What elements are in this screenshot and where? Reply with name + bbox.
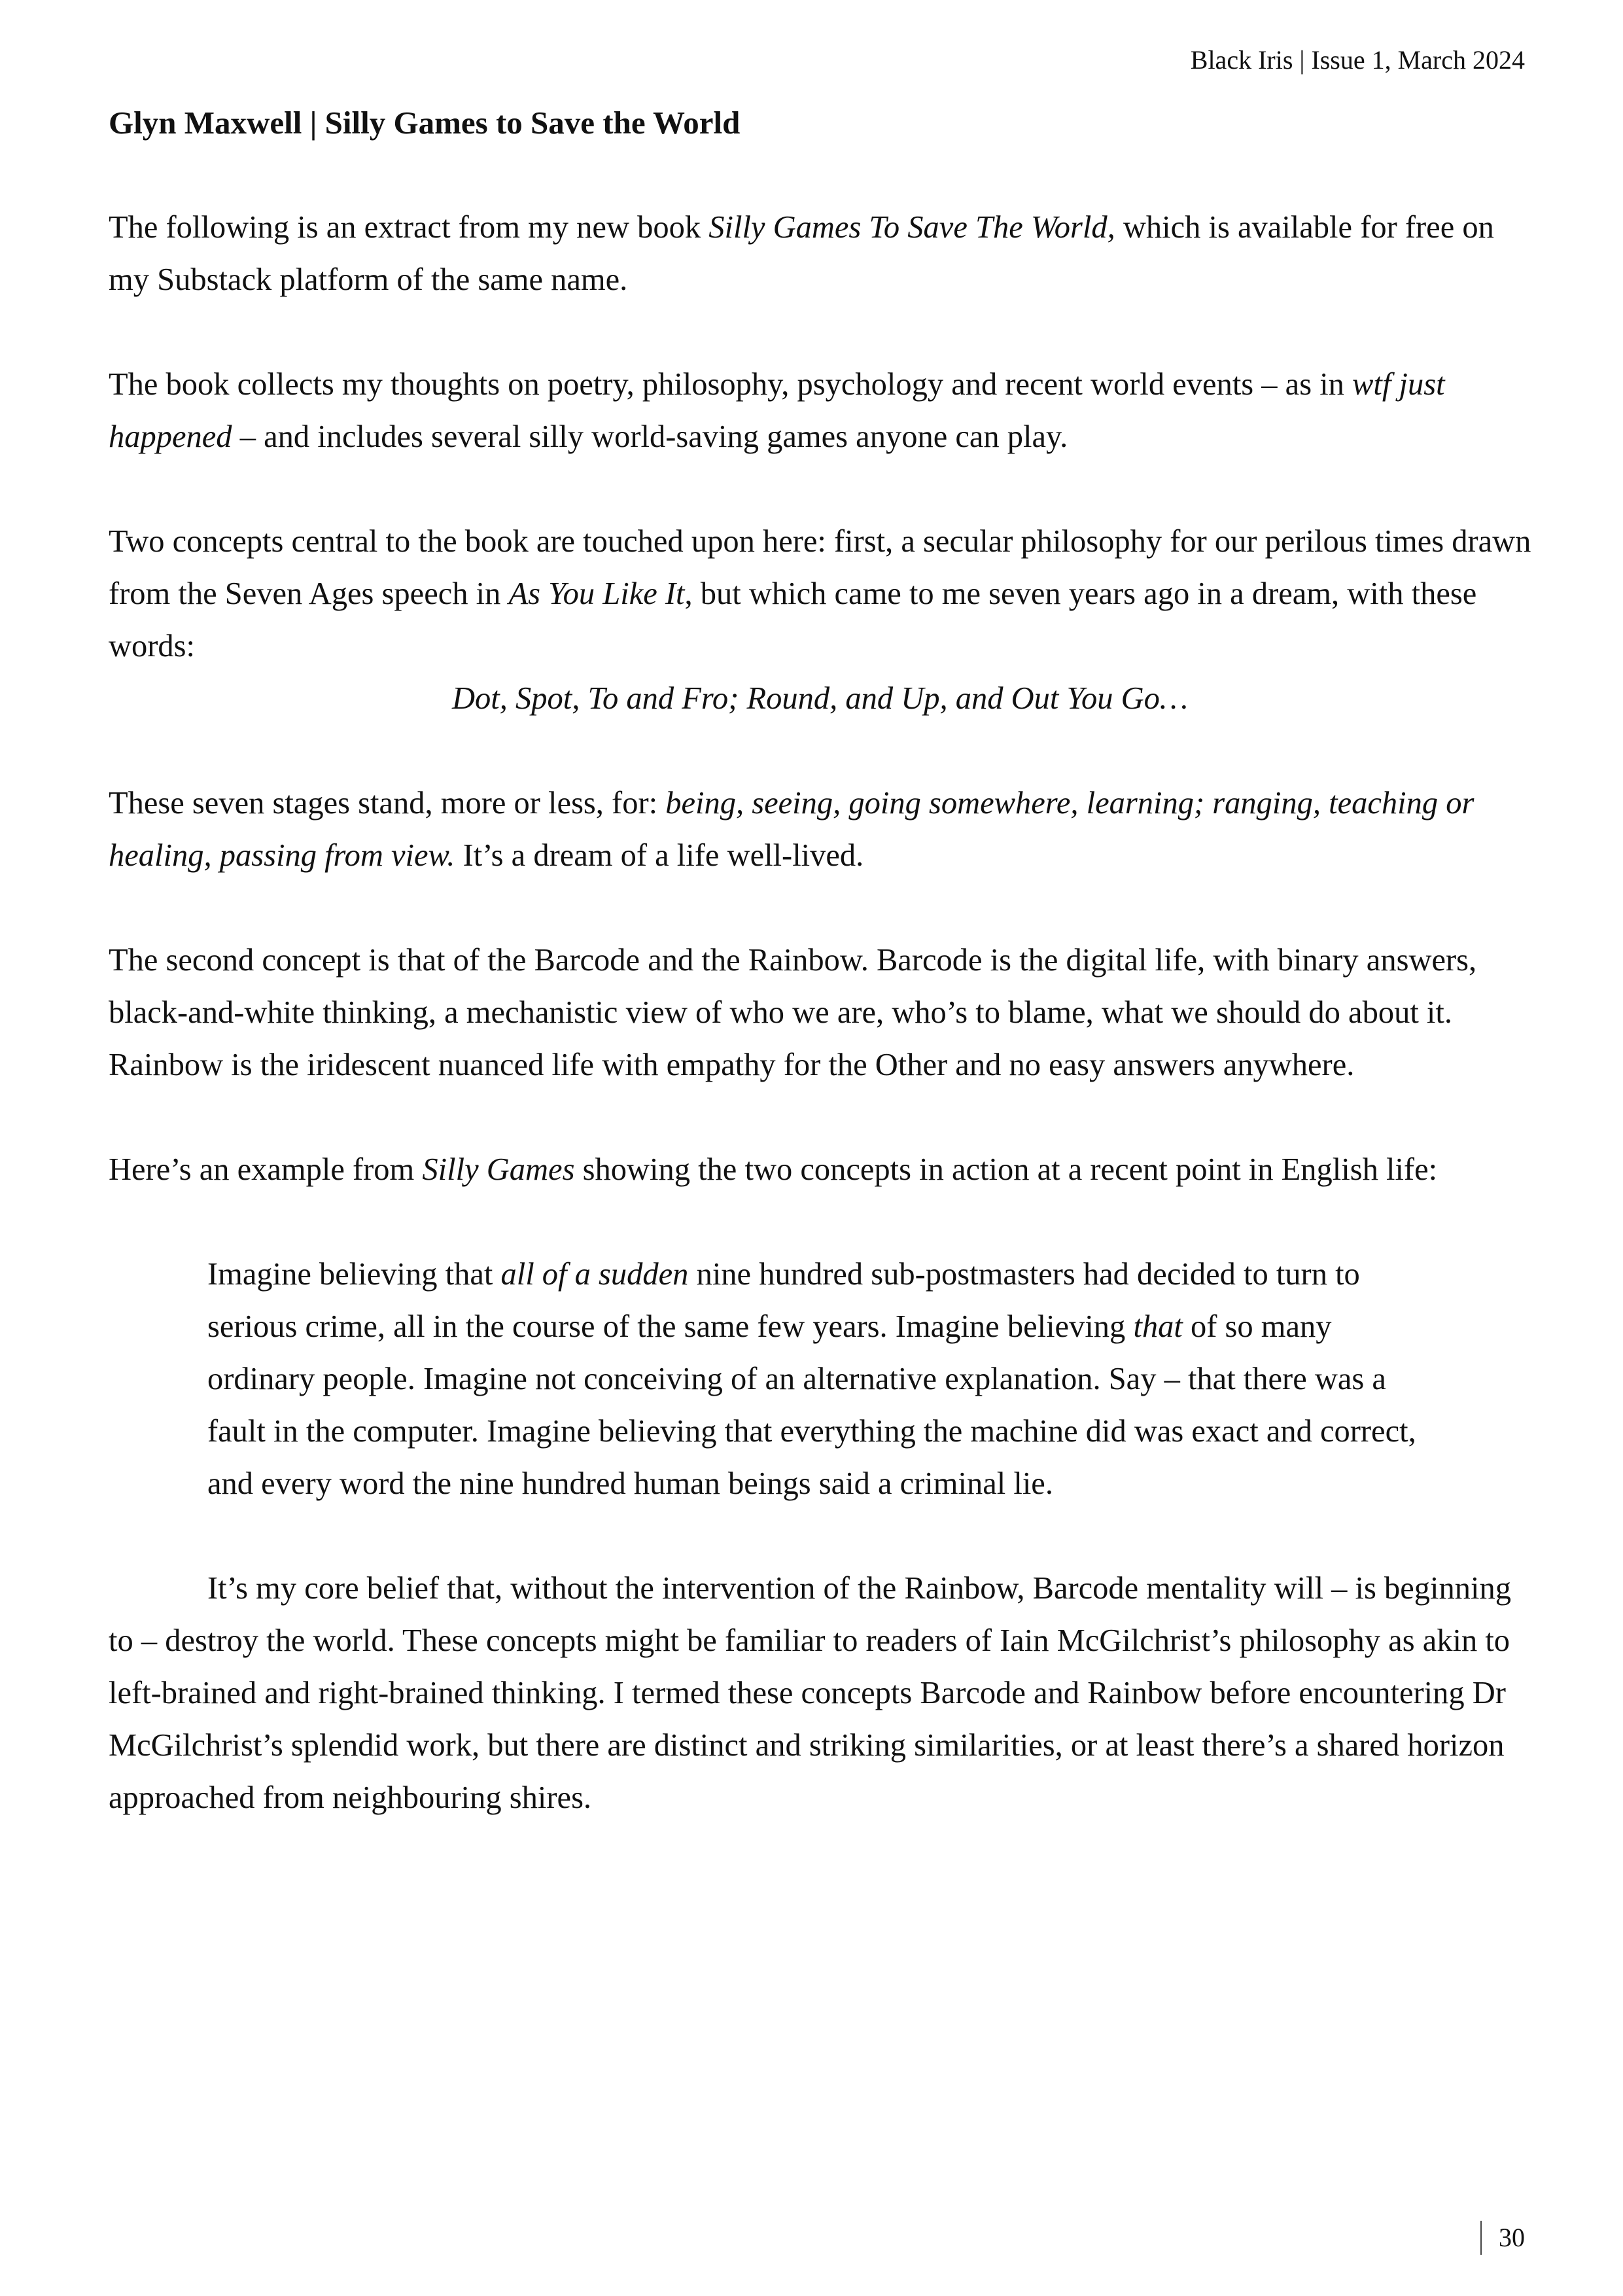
quote-text-1: Imagine believing that — [207, 1257, 501, 1292]
paragraph-barcode-rainbow: The second concept is that of the Barcode and the Rainbow. Barcode is the digital life, with binary answers, black-and-white thinking, a mechanistic view of who we are, who’s to blame, what we should do about it. Rainbow is the iridescent nuanced life with empathy for the Other and no easy answers anywhere. — [109, 943, 1477, 1082]
paragraph-book-summary-text-end: – and includes several silly world-saving games anyone can play. — [232, 419, 1068, 454]
paragraph-example-intro-text: Here’s an example from — [109, 1152, 423, 1187]
as-you-like-it-italic: As You Like It — [508, 576, 685, 611]
quote-text-3: of so many ordinary people. Imagine not conceiving of an alternative explanation. Say – that there was a fault in the computer. Imagine believing that everything the machine did was exact and correct, and every word the nine hundred human beings said a criminal lie. — [207, 1309, 1416, 1501]
paragraph-example-intro-text-end: showing the two concepts in action at a recent point in English life: — [574, 1152, 1438, 1187]
paragraph-book-summary-text: The book collects my thoughts on poetry, philosophy, psychology and recent world events – as in — [109, 367, 1353, 402]
paragraph-intro — [109, 202, 1531, 306]
paragraph-seven-stages-text-end: It’s a dream of a life well-lived. — [455, 838, 864, 873]
paragraph-intro-text-end: which is available for free on my Substack platform of the same name. — [109, 210, 1494, 297]
dream-line: Dot, Spot, To and Fro; Round, and Up, and Out You Go… — [451, 681, 1189, 716]
paragraph-core-belief: It’s my core belief that, without the intervention of the Rainbow, Barcode mentality will – is beginning to – destroy the world. These concepts might be familiar to readers of Iain McGilchrist’s philosophy as akin to left-brained and right-brained thinking. I termed these concepts Barcode and Rainbow before encountering Dr McGilchrist’s splendid work, but there are distinct and striking similarities, or at least there’s a shared horizon approached from neighbouring shires. — [109, 1571, 1511, 1815]
page-number: 30 — [1499, 2223, 1525, 2252]
paragraph-seven-stages-text: These seven stages stand, more or less, for: — [109, 786, 666, 821]
page-footer — [1480, 2219, 1525, 2256]
paragraph-two-concepts-text-end: , but which came to me seven years ago in a dream, with these words: — [109, 576, 1477, 663]
quote-text-2: nine hundred sub-postmasters had decided to turn to serious crime, all in the course of the same few years. Imagine believing — [207, 1257, 1360, 1344]
seven-stages-italic: being, seeing, going somewhere, learning; ranging, teaching or healing, passing from view. — [109, 786, 1475, 873]
paragraph-example-intro — [109, 1144, 1531, 1196]
block-quote — [207, 1248, 1437, 1510]
all-of-a-sudden-italic: all of a sudden — [500, 1257, 689, 1292]
that-italic: that — [1133, 1309, 1183, 1344]
footer-divider — [1480, 2221, 1482, 2255]
article-body — [109, 97, 1531, 1877]
wtf-italic: wtf just happened — [109, 367, 1445, 454]
running-header: Black Iris | Issue 1, March 2024 — [1190, 45, 1525, 75]
article-title: Glyn Maxwell | Silly Games to Save the World — [109, 105, 741, 141]
paragraph-intro-text: The following is an extract from my new book — [109, 210, 709, 245]
book-title-italic: Silly Games To Save The World, — [708, 210, 1115, 245]
paragraph-two-concepts-text: Two concepts central to the book are touched upon here: first, a secular philosophy for our perilous times drawn from the Seven Ages speech in — [109, 524, 1531, 611]
paragraph-seven-stages — [109, 777, 1531, 882]
paragraph-two-concepts — [109, 516, 1531, 673]
paragraph-book-summary — [109, 359, 1531, 463]
silly-games-italic: Silly Games — [422, 1152, 575, 1187]
